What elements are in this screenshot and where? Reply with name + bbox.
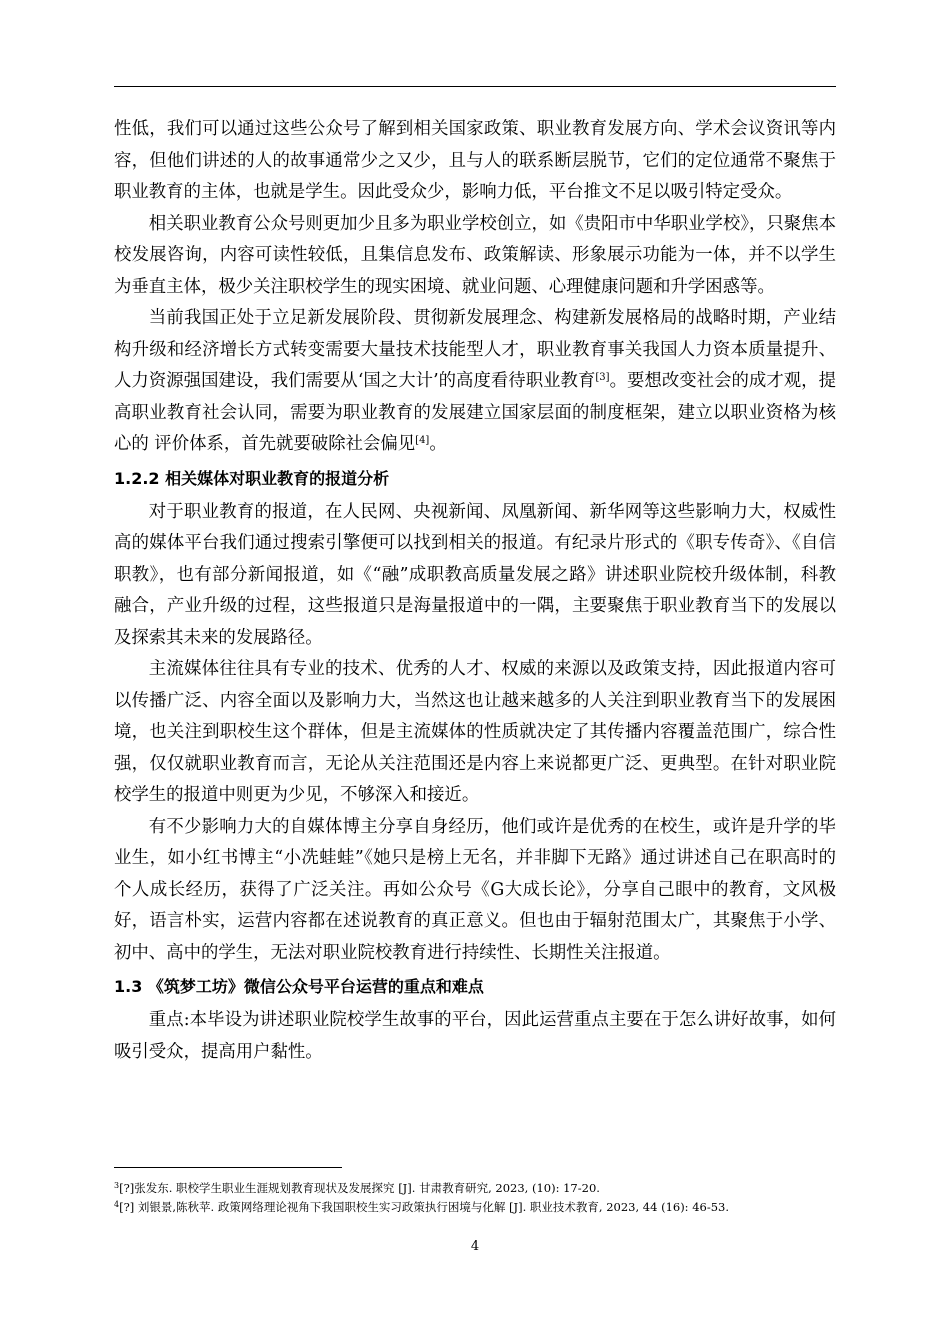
footnote-mark: 3 — [114, 1181, 120, 1190]
paragraph-text: 。 — [429, 434, 447, 454]
footnote-rule — [114, 1167, 342, 1168]
page-number: 4 — [470, 1239, 480, 1254]
footnote-text: [?] 刘银景,陈秋苹. 政策网络理论视角下我国职校生实习政策执行困境与化解 [J]. 职业技术教育, 2023, 44 (16): 46-53. — [119, 1200, 730, 1214]
footnote — [114, 1179, 844, 1198]
paragraph-text: 当前我国正处于立足新发展阶段、贯彻新发展理念、构建新发展格局的战略时期，产业结构升级和经济增长方式转变需要大量技术技能型人才，职业教育事关我国人力资本质量提升、人力资源强国建设，我们需要从‘国之大计’的高度看待职业教育 — [114, 308, 836, 391]
paragraph: 有不少影响力大的自媒体博主分享自身经历，他们或许是优秀的在校生，或许是升学的毕业生，如小红书博主“小冼蛙蛙”《她只是榜上无名，并非脚下无路》通过讲述自己在职高时的个人成长经历，获得了广泛关注。再如公众号《G大成长论》，分享自己眼中的教育，文风极好，语言朴实，运营内容都在述说教育的真正意义。但也由于辐射范围太广，其聚焦于小学、初中、高中的学生，无法对职业院校教育进行持续性、长期性关注报道。 — [114, 816, 836, 963]
paragraph: 主流媒体往往具有专业的技术、优秀的人才、权威的来源以及政策支持，因此报道内容可以传播广泛、内容全面以及影响力大，当然这也让越来越多的人关注到职业教育当下的发展困境，也关注到职校生这个群体，但是主流媒体的性质就决定了其传播内容覆盖范围广，综合性强，仅仅就职业教育而言，无论从关注范围还是内容上来说都更广泛、更典型。在针对职业院校学生的报道中则更为少见，不够深入和接近。 — [114, 659, 836, 805]
paragraph: 对于职业教育的报道，在人民网、央视新闻、凤凰新闻、新华网等这些影响力大，权威性高的媒体平台我们通过搜索引擎便可以找到相关的报道。有纪录片形式的《职专传奇》、《自信职教》，也有部分新闻报道，如《“融”成职教高质量发展之路》讲述职业院校升级体制，科教融合，产业升级的过程，这些报道只是海量报道中的一隅，主要聚焦于职业教育当下的发展以及探索其未来的发展路径。 — [114, 501, 836, 648]
citation-ref: [4] — [415, 435, 430, 446]
footnotes — [114, 1179, 844, 1217]
footnote-mark: 4 — [114, 1200, 120, 1209]
section-heading: 1.3 《筑梦工坊》微信公众号平台运营的重点和难点 — [114, 977, 484, 996]
citation-ref: [3] — [595, 372, 610, 383]
header-rule — [114, 86, 836, 87]
section-heading: 1.2.2 相关媒体对职业教育的报道分析 — [114, 468, 390, 488]
paragraph: 相关职业教育公众号则更加少且多为职业学校创立，如《贵阳市中华职业学校》，只聚焦本校发展咨询，内容可读性较低，且集信息发布、政策解读、形象展示功能为一体，并不以学生为垂直主体，极少关注职校学生的现实困境、就业问题、心理健康问题和升学困惑等。 — [114, 213, 836, 297]
paragraph — [114, 303, 836, 461]
paragraph: 重点:本毕设为讲述职业院校学生故事的平台，因此运营重点主要在于怎么讲好故事，如何吸引受众，提高用户黏性。 — [114, 1010, 836, 1062]
body-text — [114, 114, 836, 1068]
paragraph-text: 。要想改变社会的成才观，提高职业教育社会认同，需要为职业教育的发展建立国家层面的制度框架，建立以职业资格为核心的 评价体系，首先就要破除社会偏见 — [114, 371, 836, 454]
paragraph: 性低，我们可以通过这些公众号了解到相关国家政策、职业教育发展方向、学术会议资讯等内容，但他们讲述的人的故事通常少之又少，且与人的联系断层脱节，它们的定位通常不聚焦于职业教育的主体，也就是学生。因此受众少，影响力低，平台推文不足以吸引特定受众。 — [114, 119, 836, 202]
footnote — [114, 1198, 844, 1217]
footnote-text: [?]张发东. 职校学生职业生涯规划教育现状及发展探究 [J]. 甘肃教育研究, 2023, (10): 17-20. — [119, 1181, 600, 1195]
